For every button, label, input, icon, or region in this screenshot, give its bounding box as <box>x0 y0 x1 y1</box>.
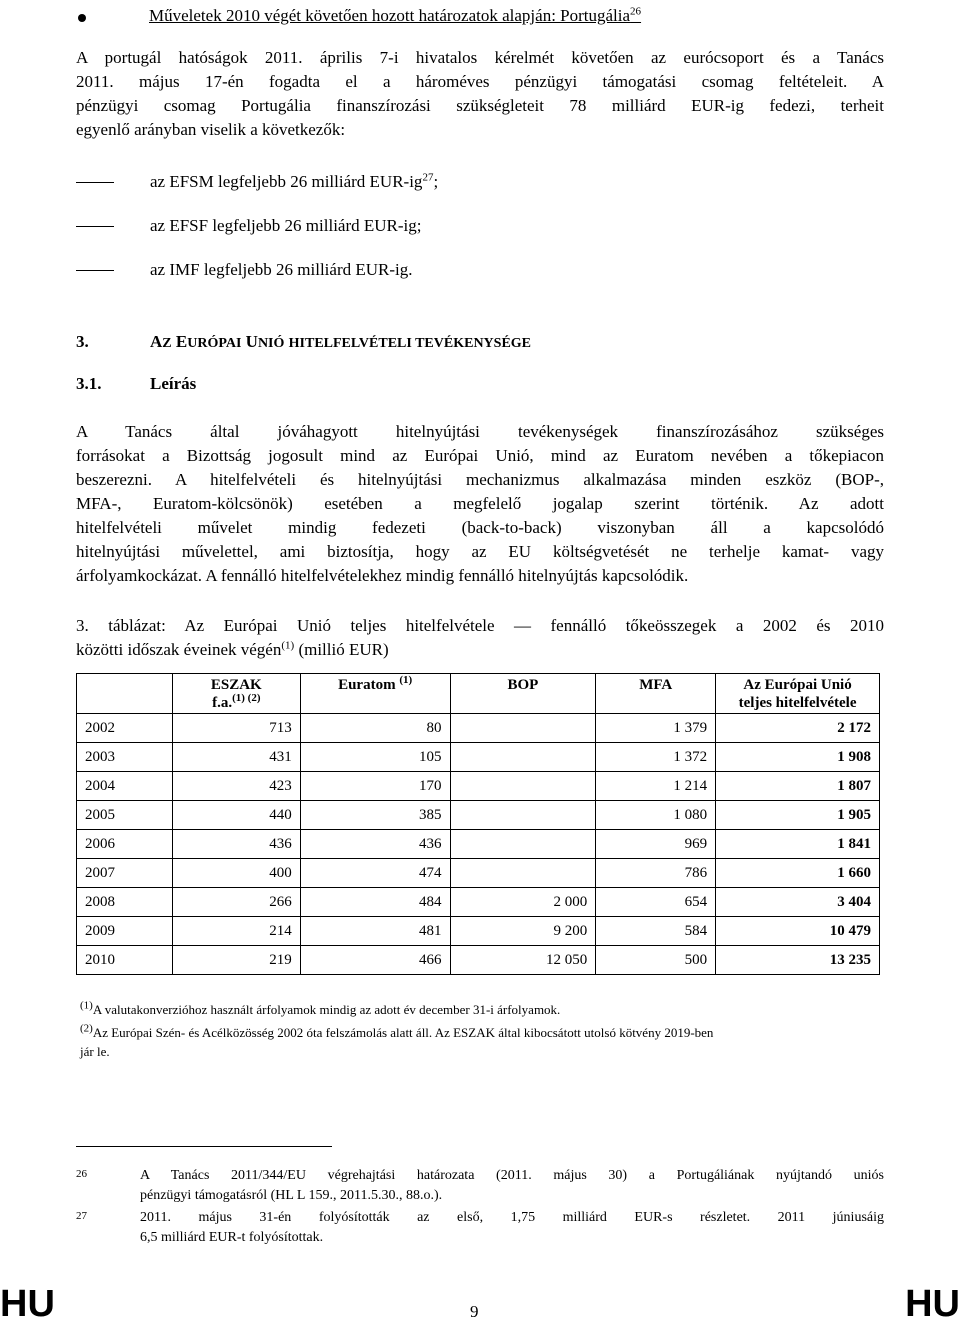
cell-eszak: 219 <box>172 946 300 975</box>
cell-year: 2008 <box>77 888 173 917</box>
header-bop: BOP <box>450 674 596 714</box>
footnote-ref-27: 27 <box>422 171 434 184</box>
cell-mfa: 1 372 <box>596 743 716 772</box>
dash-icon <box>76 270 114 271</box>
loan-table <box>76 673 880 975</box>
cell-eszak: 423 <box>172 772 300 801</box>
cell-total: 3 404 <box>716 888 880 917</box>
cell-year: 2010 <box>77 946 173 975</box>
cell-total: 1 660 <box>716 859 880 888</box>
cell-total: 1 841 <box>716 830 880 859</box>
cell-bop <box>450 714 596 743</box>
cell-bop <box>450 859 596 888</box>
table-header-row <box>77 674 880 714</box>
table-row <box>77 946 880 975</box>
body-line: beszerezni. A hitelfelvételi és hitelnyújtási mechanizmus alkalmazása minden eszköz (BOP-, <box>76 470 884 489</box>
cell-eszak: 436 <box>172 830 300 859</box>
subsection-title: Leírás <box>150 374 197 393</box>
cell-eszak: 431 <box>172 743 300 772</box>
body-line: forrásokat a Bizottság jogosult mind az Európai Unió, mind az Euratom nevében a tőkepiacon <box>76 446 884 465</box>
cell-mfa: 969 <box>596 830 716 859</box>
cell-eszak: 440 <box>172 801 300 830</box>
table-caption <box>76 614 884 662</box>
note-2: $^{(2)}$Az Európai Szén- és Acélközösség 2002 óta felszámolás alatt áll. Az ESZAK által kibocsátott utolsó kötvény 2019-ben <box>80 1022 714 1040</box>
dash-icon <box>76 182 114 183</box>
cell-eszak: 214 <box>172 917 300 946</box>
cell-total: 1 905 <box>716 801 880 830</box>
footnote-27: 2011. május 31-én folyósították az első, 1,75 milliárd EUR-s részletet. 2011 júniusáig 6,5 milliárd EUR-t folyósítottak. <box>140 1210 884 1245</box>
footnote-number: 26 <box>76 1168 87 1180</box>
cell-euratom: 466 <box>300 946 450 975</box>
cell-bop: 2 000 <box>450 888 596 917</box>
table-row <box>77 743 880 772</box>
cell-mfa: 500 <box>596 946 716 975</box>
cell-year: 2002 <box>77 714 173 743</box>
cell-mfa: 1 379 <box>596 714 716 743</box>
body-line: hitelfelvételi művelet mindig fedezeti (back-to-back) viszonyban áll a kapcsolódó <box>76 518 884 537</box>
cell-euratom: 481 <box>300 917 450 946</box>
intro-line: 2011. május 17-én fogadta el a hároméves pénzügyi támogatási csomag feltételeit. A <box>76 72 884 91</box>
cell-year: 2007 <box>77 859 173 888</box>
cell-bop: 12 050 <box>450 946 596 975</box>
intro-line: pénzügyi csomag Portugália finanszírozási szükségleteit 78 milliárd EUR-ig fedezi, terheit <box>76 96 884 115</box>
note-1: $^{(1)}$A valutakonverzióhoz használt árfolyamok mindig az adott év december 31-i árfolyamok. <box>80 999 561 1017</box>
cell-euratom: 436 <box>300 830 450 859</box>
header-total: Az Európai Unió teljes hitelfelvétele <box>716 674 880 714</box>
cell-bop <box>450 830 596 859</box>
table-row <box>77 859 880 888</box>
cell-year: 2004 <box>77 772 173 801</box>
body-line: MFA-, Euratom-kölcsönök) esetében a megfelelő jogalap szerint történik. Az adott <box>76 494 884 513</box>
cell-total: 1 807 <box>716 772 880 801</box>
cell-bop <box>450 801 596 830</box>
table-row <box>77 917 880 946</box>
caption-line: 3. táblázat: Az Európai Unió teljes hitelfelvétele — fennálló tőkeösszegek a 2002 és 2010 <box>76 616 884 635</box>
cell-mfa: 786 <box>596 859 716 888</box>
table-row <box>77 888 880 917</box>
cell-eszak: 713 <box>172 714 300 743</box>
cell-euratom: 484 <box>300 888 450 917</box>
page-number: 9 <box>470 1302 479 1321</box>
section-title: AZ EURÓPAI UNIÓ HITELFELVÉTELI TEVÉKENYSÉGE <box>150 332 532 351</box>
cell-euratom: 80 <box>300 714 450 743</box>
body-paragraph <box>76 420 884 588</box>
subsection-heading <box>76 372 197 396</box>
caption-line: közötti időszak éveinek végén$^{(1)}$ (millió EUR) <box>76 639 389 659</box>
header-empty <box>77 674 173 714</box>
cell-year: 2009 <box>77 917 173 946</box>
table-row <box>77 830 880 859</box>
subsection-number: 3.1. <box>76 374 102 393</box>
cell-year: 2003 <box>77 743 173 772</box>
cell-total: 10 479 <box>716 917 880 946</box>
cell-euratom: 105 <box>300 743 450 772</box>
footnote-ref-26: 26 <box>630 5 642 18</box>
footnote-separator <box>76 1146 332 1147</box>
intro-paragraph <box>76 46 884 142</box>
header-euratom: Euratom $^{(1)}$ <box>300 674 450 714</box>
section-number: 3. <box>76 332 89 351</box>
cell-bop <box>450 772 596 801</box>
body-line: árfolyamkockázat. A fennálló hitelfelvételekhez mindig fennálló hitelnyújtás kapcsolódik. <box>76 566 689 585</box>
cell-year: 2006 <box>77 830 173 859</box>
list-item: az EFSF legfeljebb 26 milliárd EUR-ig; <box>150 216 422 235</box>
cell-bop: 9 200 <box>450 917 596 946</box>
cell-total: 13 235 <box>716 946 880 975</box>
cell-year: 2005 <box>77 801 173 830</box>
body-line: hitelnyújtási művelettel, ami biztosítja, hogy az EU költségvetését ne terhelje kamat- vagy <box>76 542 884 561</box>
table-row <box>77 772 880 801</box>
section-heading <box>76 330 532 354</box>
cell-euratom: 170 <box>300 772 450 801</box>
note-2-cont: jár le. <box>80 1044 110 1059</box>
intro-line: egyenlő arányban viselik a következők: <box>76 120 346 139</box>
footer-lang-left: HU <box>0 1283 55 1325</box>
cell-mfa: 584 <box>596 917 716 946</box>
header-eszak: ESZAK f.a.$^{(1) (2)}$ <box>172 674 300 714</box>
list-item: az IMF legfeljebb 26 milliárd EUR-ig. <box>150 260 413 279</box>
body-line: A Tanács által jóváhagyott hitelnyújtási tevékenységek finanszírozásához szükséges <box>76 422 884 441</box>
cell-total: 1 908 <box>716 743 880 772</box>
cell-eszak: 266 <box>172 888 300 917</box>
dash-icon <box>76 226 114 227</box>
bullet-heading: Műveletek 2010 végét követően hozott határozatok alapján: Portugália$^{26}$ <box>149 5 642 25</box>
list-item: az EFSM legfeljebb 26 milliárd EUR-$ig^{27}$; <box>150 171 439 191</box>
cell-mfa: 1 080 <box>596 801 716 830</box>
table-row <box>77 801 880 830</box>
intro-line: A portugál hatóságok 2011. április 7-i hivatalos kérelmét követően az eurócsoport és a Tanács <box>76 48 884 67</box>
table-row <box>77 714 880 743</box>
cell-euratom: 474 <box>300 859 450 888</box>
cell-total: 2 172 <box>716 714 880 743</box>
cell-bop <box>450 743 596 772</box>
bullet-icon <box>78 14 86 22</box>
cell-mfa: 1 214 <box>596 772 716 801</box>
cell-eszak: 400 <box>172 859 300 888</box>
header-mfa: MFA <box>596 674 716 714</box>
footnote-number: 27 <box>76 1210 87 1222</box>
cell-euratom: 385 <box>300 801 450 830</box>
table-notes <box>80 1000 880 1061</box>
footnote-26: A Tanács 2011/344/EU végrehajtási határozata (2011. május 30) a Portugáliának nyújtandó uniós pénzügyi támogatásról (HL L 159., 2011.5.30., 88.o.). <box>140 1168 884 1203</box>
cell-mfa: 654 <box>596 888 716 917</box>
footer-lang-right: HU <box>905 1283 960 1325</box>
